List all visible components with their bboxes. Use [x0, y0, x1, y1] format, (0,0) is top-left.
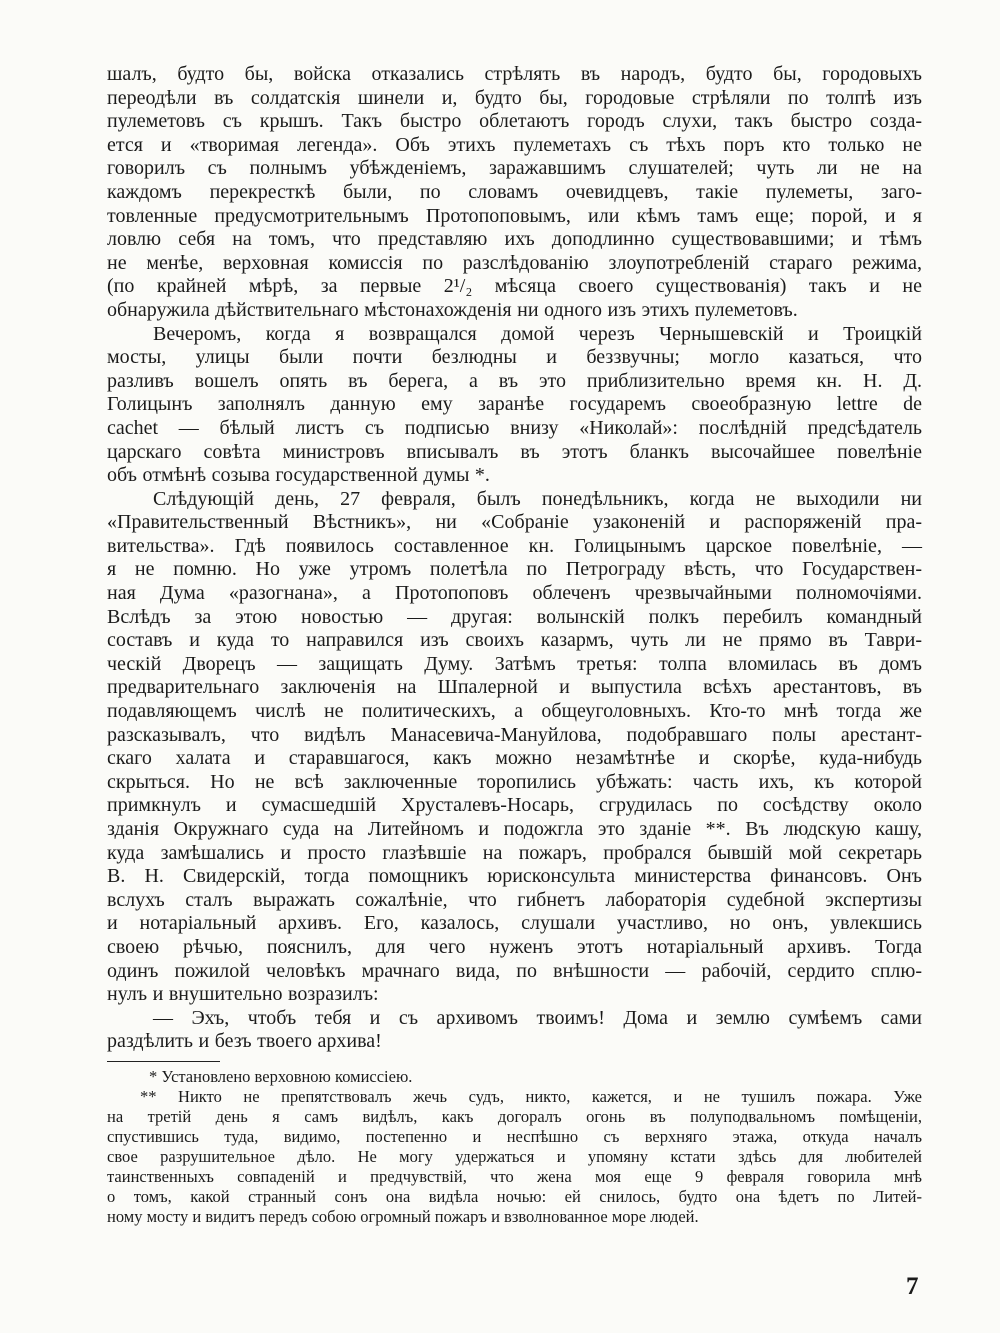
text-line: предварительнаго заключенія на Шпалерной и выпустила всѣхъ арестантовъ, въ: [107, 676, 922, 699]
text-line: мосты, улицы были почти безлюдны и беззвучны; могло казаться, что: [107, 346, 922, 369]
footnote-line: на третій день я самъ видѣлъ, какъ догоралъ огонь въ полуподвальномъ помѣщеніи,: [107, 1107, 922, 1126]
text-line: (по крайней мѣрѣ, за первые 2¹/₂ мѣсяца своего существованія) такъ и не: [107, 275, 922, 298]
text-line: ловлю себя на томъ, что представляю ихъ доподлинно существовавшими; и тѣмъ: [107, 228, 922, 251]
page-number: 7: [906, 1273, 919, 1300]
text-line: примкнулъ и сумасшедшій Хрусталевъ-Носарь, сгрудилась по сосѣдству около: [107, 794, 922, 817]
paragraph-start-line: Слѣдующій день, 27 февраля, былъ понедѣльникъ, когда не выходили ни: [153, 487, 922, 510]
paragraph-start-line: Вечеромъ, когда я возвращался домой черезъ Чернышевскій и Троицкій: [153, 322, 922, 345]
paragraph-start-line: — Эхъ, чтобъ тебя и съ архивомъ твоимъ! Дома и землю сумѣемъ сами: [153, 1006, 922, 1029]
text-line: зданія Окружнаго суда на Литейномъ и подожгла это зданіе **. Въ людскую кашу,: [107, 818, 922, 840]
text-line: разсказывалъ, что видѣлъ Манасевича-Мануйлова, подобравшаго полы арестант-: [107, 723, 922, 746]
text-line: ется и «творимая легенда». Объ этихъ пулеметахъ съ тѣхъ поръ кто только не: [107, 133, 922, 156]
text-line: нулъ и внушительно возразилъ:: [107, 983, 379, 1006]
text-line: скрыться. Но не всѣ заключенные торопились убѣжать: часть ихъ, къ которой: [107, 770, 922, 793]
text-line: пулеметовъ съ крышъ. Такъ быстро облетаютъ городъ слухи, такъ быстро созда-: [107, 110, 922, 133]
footnote-line: таинственныхъ совпаденій и предчувствій, что жена моя еще 9 февраля говорила мнѣ: [107, 1167, 922, 1186]
main-text: [107, 63, 922, 1054]
text-line: разливъ вошелъ опять въ берега, а въ это приблизительно время кн. Н. Д.: [107, 369, 922, 392]
text-line: и нотаріальный архивъ. Его, казалось, слушали участливо, но онъ, увлекшись: [107, 912, 922, 935]
text-line: вительства». Гдѣ появилось составленное кн. Голицынымъ царское повелѣніе, —: [107, 534, 922, 557]
text-line: обнаружила дѣйствительнаго мѣстонахожденія ни одного изъ этихъ пулеметовъ.: [107, 298, 798, 321]
text-line: cachet — бѣлый листъ съ подписью внизу «Николай»: послѣдній предсѣдатель: [107, 416, 922, 439]
footnote-line: свое разрушительное дѣло. Не могу удержаться и упомяну кстати здѣсь для любителей: [107, 1147, 922, 1166]
text-line: я не помню. Но уже утромъ полетѣла по Петрограду вѣсть, что Государствен-: [107, 558, 922, 581]
text-line: подавляющемъ числѣ не политическихъ, а общеуголовныхъ. Кто-то мнѣ тогда же: [107, 700, 922, 723]
text-line: раздѣлить и безъ твоего архива!: [107, 1030, 382, 1053]
footnote-line: ному мосту и видитъ передъ собою огромный пожаръ и взволнованное море людей.: [107, 1207, 699, 1226]
footnote-line: * Установлено верховною комиссіею.: [149, 1067, 413, 1086]
footnote-line: спустившись туда, видимо, постепенно и неспѣшно съ верхняго этажа, откуда началъ: [107, 1127, 922, 1146]
text-line: составъ и куда то направился изъ своихъ казармъ, чуть ли не прямо въ Таври-: [107, 629, 922, 652]
text-line: одинъ пожилой человѣкъ мрачнаго вида, по внѣшности — рабочій, сердито сплю-: [107, 959, 922, 982]
text-line: не менѣе, верховная комиссія по разслѣдованію злоупотребленій стараго режима,: [107, 251, 922, 274]
text-line: говорилъ съ полнымъ убѣжденіемъ, заражавшимъ слушателей; чуть ли не на: [107, 157, 922, 180]
text-line: своею рѣчью, пояснилъ, для чего нуженъ этотъ нотаріальный архивъ. Тогда: [107, 935, 922, 958]
text-line: царскаго совѣта министровъ вписывалъ въ этотъ бланкъ высочайшее повелѣніе: [107, 440, 922, 463]
footnote-line: о томъ, какой странный сонъ она видѣла ночью: ей снилось, будто она ѣдетъ по Литей-: [107, 1187, 922, 1206]
text-line: Голицынъ заполнялъ данную ему заранѣе государемъ своеобразную lettre de: [107, 393, 922, 416]
footnotes: [107, 1067, 922, 1227]
text-line: «Правительственный Вѣстникъ», ни «Собраніе узаконеній и распоряженій пра-: [107, 511, 922, 534]
footnote-line: ** Никто не препятствовалъ жечь судъ, никто, кажется, и не тушилъ пожара. Уже: [140, 1087, 922, 1106]
text-line: шалъ, будто бы, войска отказались стрѣлять въ народъ, будто бы, городовыхъ: [107, 63, 922, 85]
text-line: скаго халата и старавшагося, какъ можно незамѣтнѣе и скорѣе, куда-нибудь: [107, 747, 922, 770]
text-line: куда замѣшались и просто глазѣвшіе на пожаръ, пробрался бывшій мой секретарь: [107, 841, 922, 864]
footnote-divider: [107, 1061, 220, 1062]
text-line: Вслѣдъ за этою новостью — другая: волынскій полкъ перебилъ командный: [107, 605, 922, 628]
text-line: каждомъ перекресткѣ были, по словамъ очевидцевъ, такіе пулеметы, заго-: [107, 180, 922, 203]
text-line: товленные предусмотрительнымъ Протопоповымъ, или кѣмъ тамъ еще; порой, и я: [107, 204, 922, 227]
text-line: объ отмѣнѣ созыва государственной думы *.: [107, 464, 490, 487]
text-line: переодѣли въ солдатскія шинели и, будто бы, городовые стрѣляли по толпѣ изъ: [107, 86, 922, 109]
text-line: ная Дума «разогнана», а Протопоповъ облеченъ чрезвычайными полномочіями.: [107, 582, 922, 605]
text-line: В. Н. Свидерскій, тогда помощникъ юрисконсульта министерства финансовъ. Онъ: [107, 865, 922, 888]
text-line: вслухъ сталъ выражать сожалѣніе, что гибнетъ лабораторія судебной экспертизы: [107, 888, 922, 911]
text-line: ческій Дворецъ — защищать Думу. Затѣмъ третья: толпа вломилась въ домъ: [107, 652, 922, 675]
